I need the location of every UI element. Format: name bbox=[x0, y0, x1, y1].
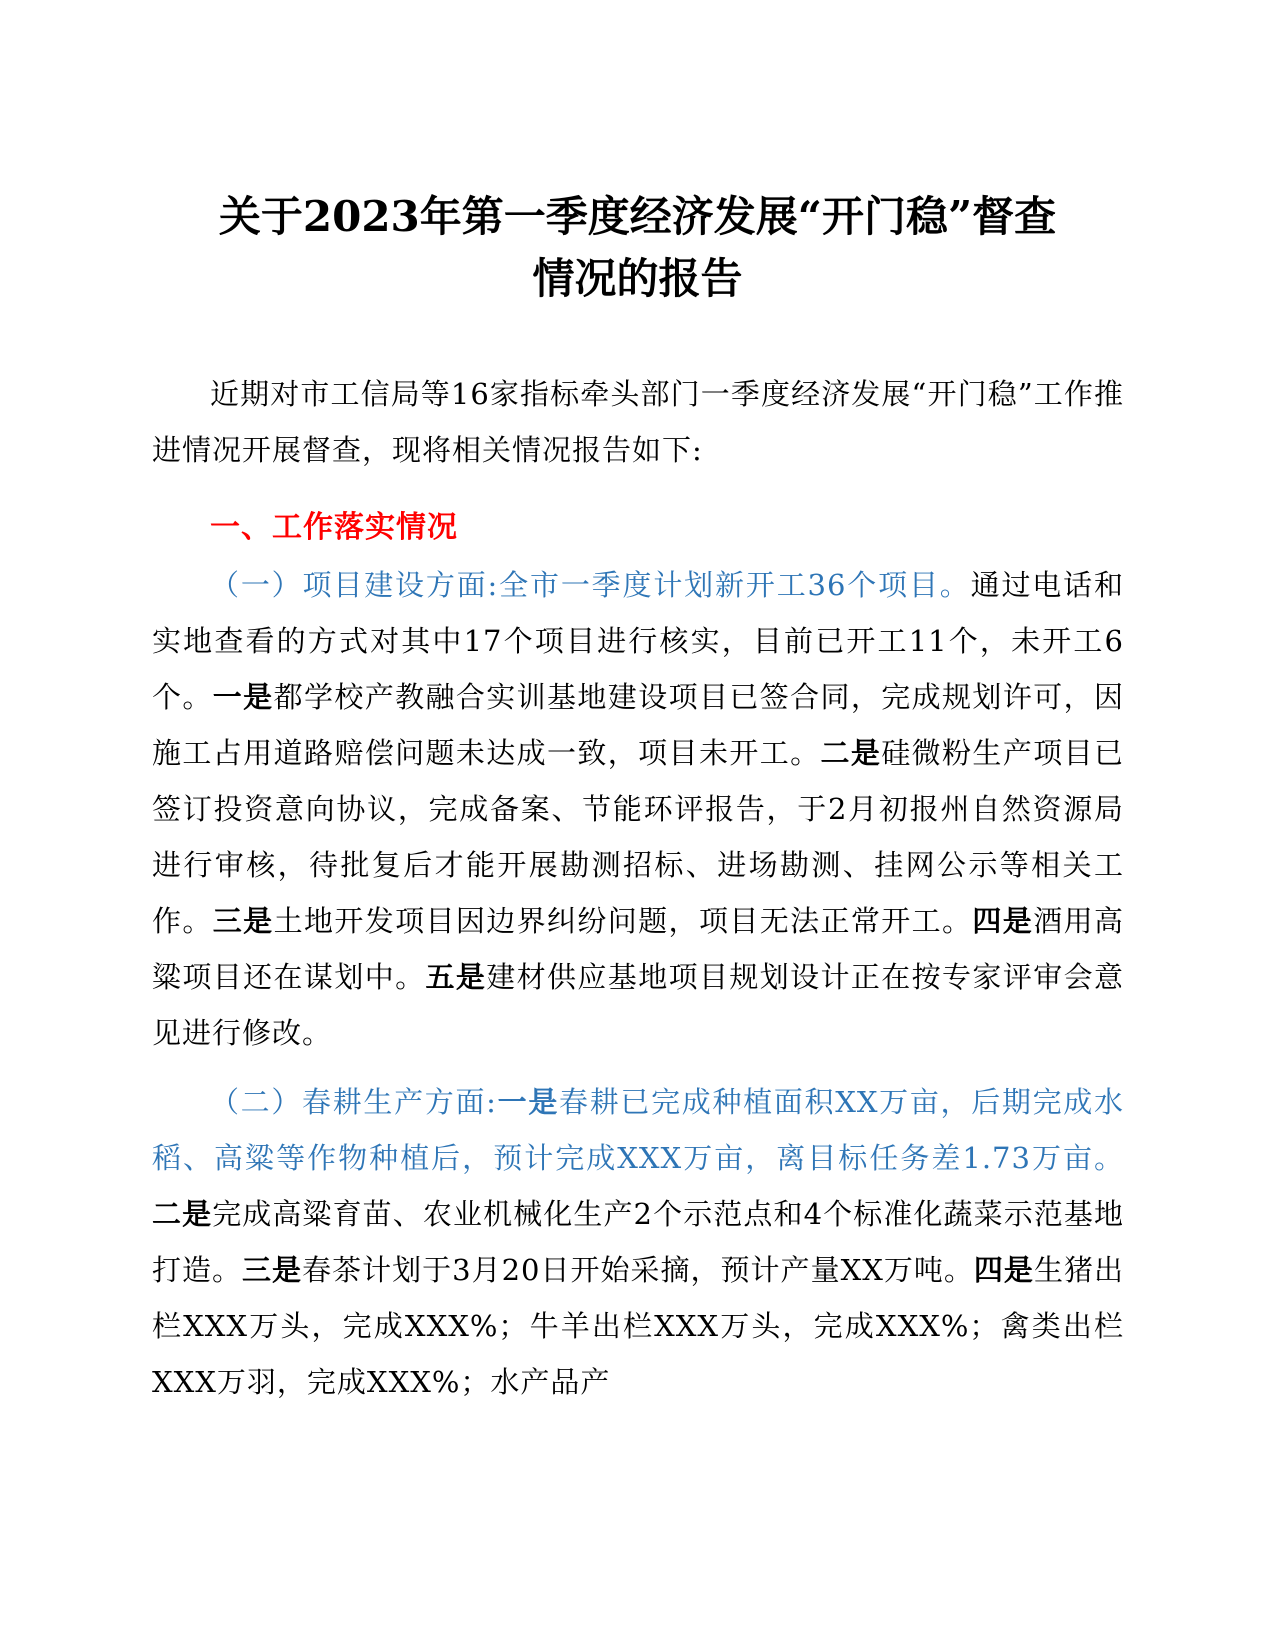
list-marker: 四是 bbox=[973, 1253, 1034, 1287]
section-heading-work-implementation: 一、工作落实情况 bbox=[210, 510, 458, 545]
paragraph-text: 完成高粱育苗、农业机械化生产2个示范点和4个标准化蔬菜示范基地打造。 bbox=[152, 1197, 1124, 1287]
title-line-1: 关于2023年第一季度经济发展“开门稳”督查 bbox=[218, 192, 1057, 241]
list-marker: 二是 bbox=[152, 1197, 213, 1231]
title-line-2: 情况的报告 bbox=[532, 254, 743, 303]
paragraph-text: 春耕已完成种植面积XX万亩，后期完成水稻、高粱等作物种植后，预计完成XXX万亩，离目标任务差1.73万亩。 bbox=[152, 1085, 1124, 1175]
list-marker: 三是 bbox=[242, 1253, 303, 1287]
list-marker: 一是 bbox=[212, 680, 274, 714]
paragraph-text: 土地开发项目因边界纠纷问题，项目无法正常开工。 bbox=[273, 904, 973, 938]
paragraph-text: 酒用高粱项目还在谋划中。 bbox=[152, 904, 1124, 994]
paragraph-text: 建材供应基地项目规划设计正在按专家评审会意见进行修改。 bbox=[152, 960, 1124, 1050]
paragraph-text: 都学校产教融合实训基地建设项目已签合同，完成规划许可，因施工占用道路赔偿问题未达成一致，项目未开工。 bbox=[152, 680, 1124, 770]
document-title bbox=[150, 186, 1125, 310]
paragraph-text: 硅微粉生产项目已签订投资意向协议，完成备案、节能环评报告，于2月初报州自然资源局进行审核，待批复后才能开展勘测招标、进场勘测、挂网公示等相关工作。 bbox=[152, 736, 1124, 938]
subheading-spring-farming: （二）春耕生产方面: bbox=[210, 1085, 497, 1119]
paragraph-text: 通过电话和实地查看的方式对其中17个项目进行核实，目前已开工11个，未开工6个。 bbox=[152, 568, 1124, 714]
list-marker: 四是 bbox=[972, 904, 1034, 938]
subheading-project-construction: （一）项目建设方面:全市一季度计划新开工36个项目。 bbox=[210, 568, 971, 602]
list-marker: 五是 bbox=[425, 960, 487, 994]
list-marker: 二是 bbox=[820, 736, 882, 770]
paragraph-spring-farming bbox=[152, 1074, 1124, 1410]
intro-paragraph: 近期对市工信局等16家指标牵头部门一季度经济发展“开门稳”工作推进情况开展督查，现将相关情况报告如下: bbox=[152, 377, 1124, 467]
paragraph-project-construction bbox=[152, 557, 1124, 1061]
list-marker: 三是 bbox=[212, 904, 274, 938]
list-marker: 一是 bbox=[496, 1085, 560, 1119]
paragraph-text: 春茶计划于3月20日开始采摘，预计产量XX万吨。 bbox=[302, 1253, 974, 1287]
paragraph-text: 生猪出栏XXX万头，完成XXX%；牛羊出栏XXX万头，完成XXX%；禽类出栏XXX万羽，完成XXX%；水产品产 bbox=[152, 1253, 1124, 1399]
